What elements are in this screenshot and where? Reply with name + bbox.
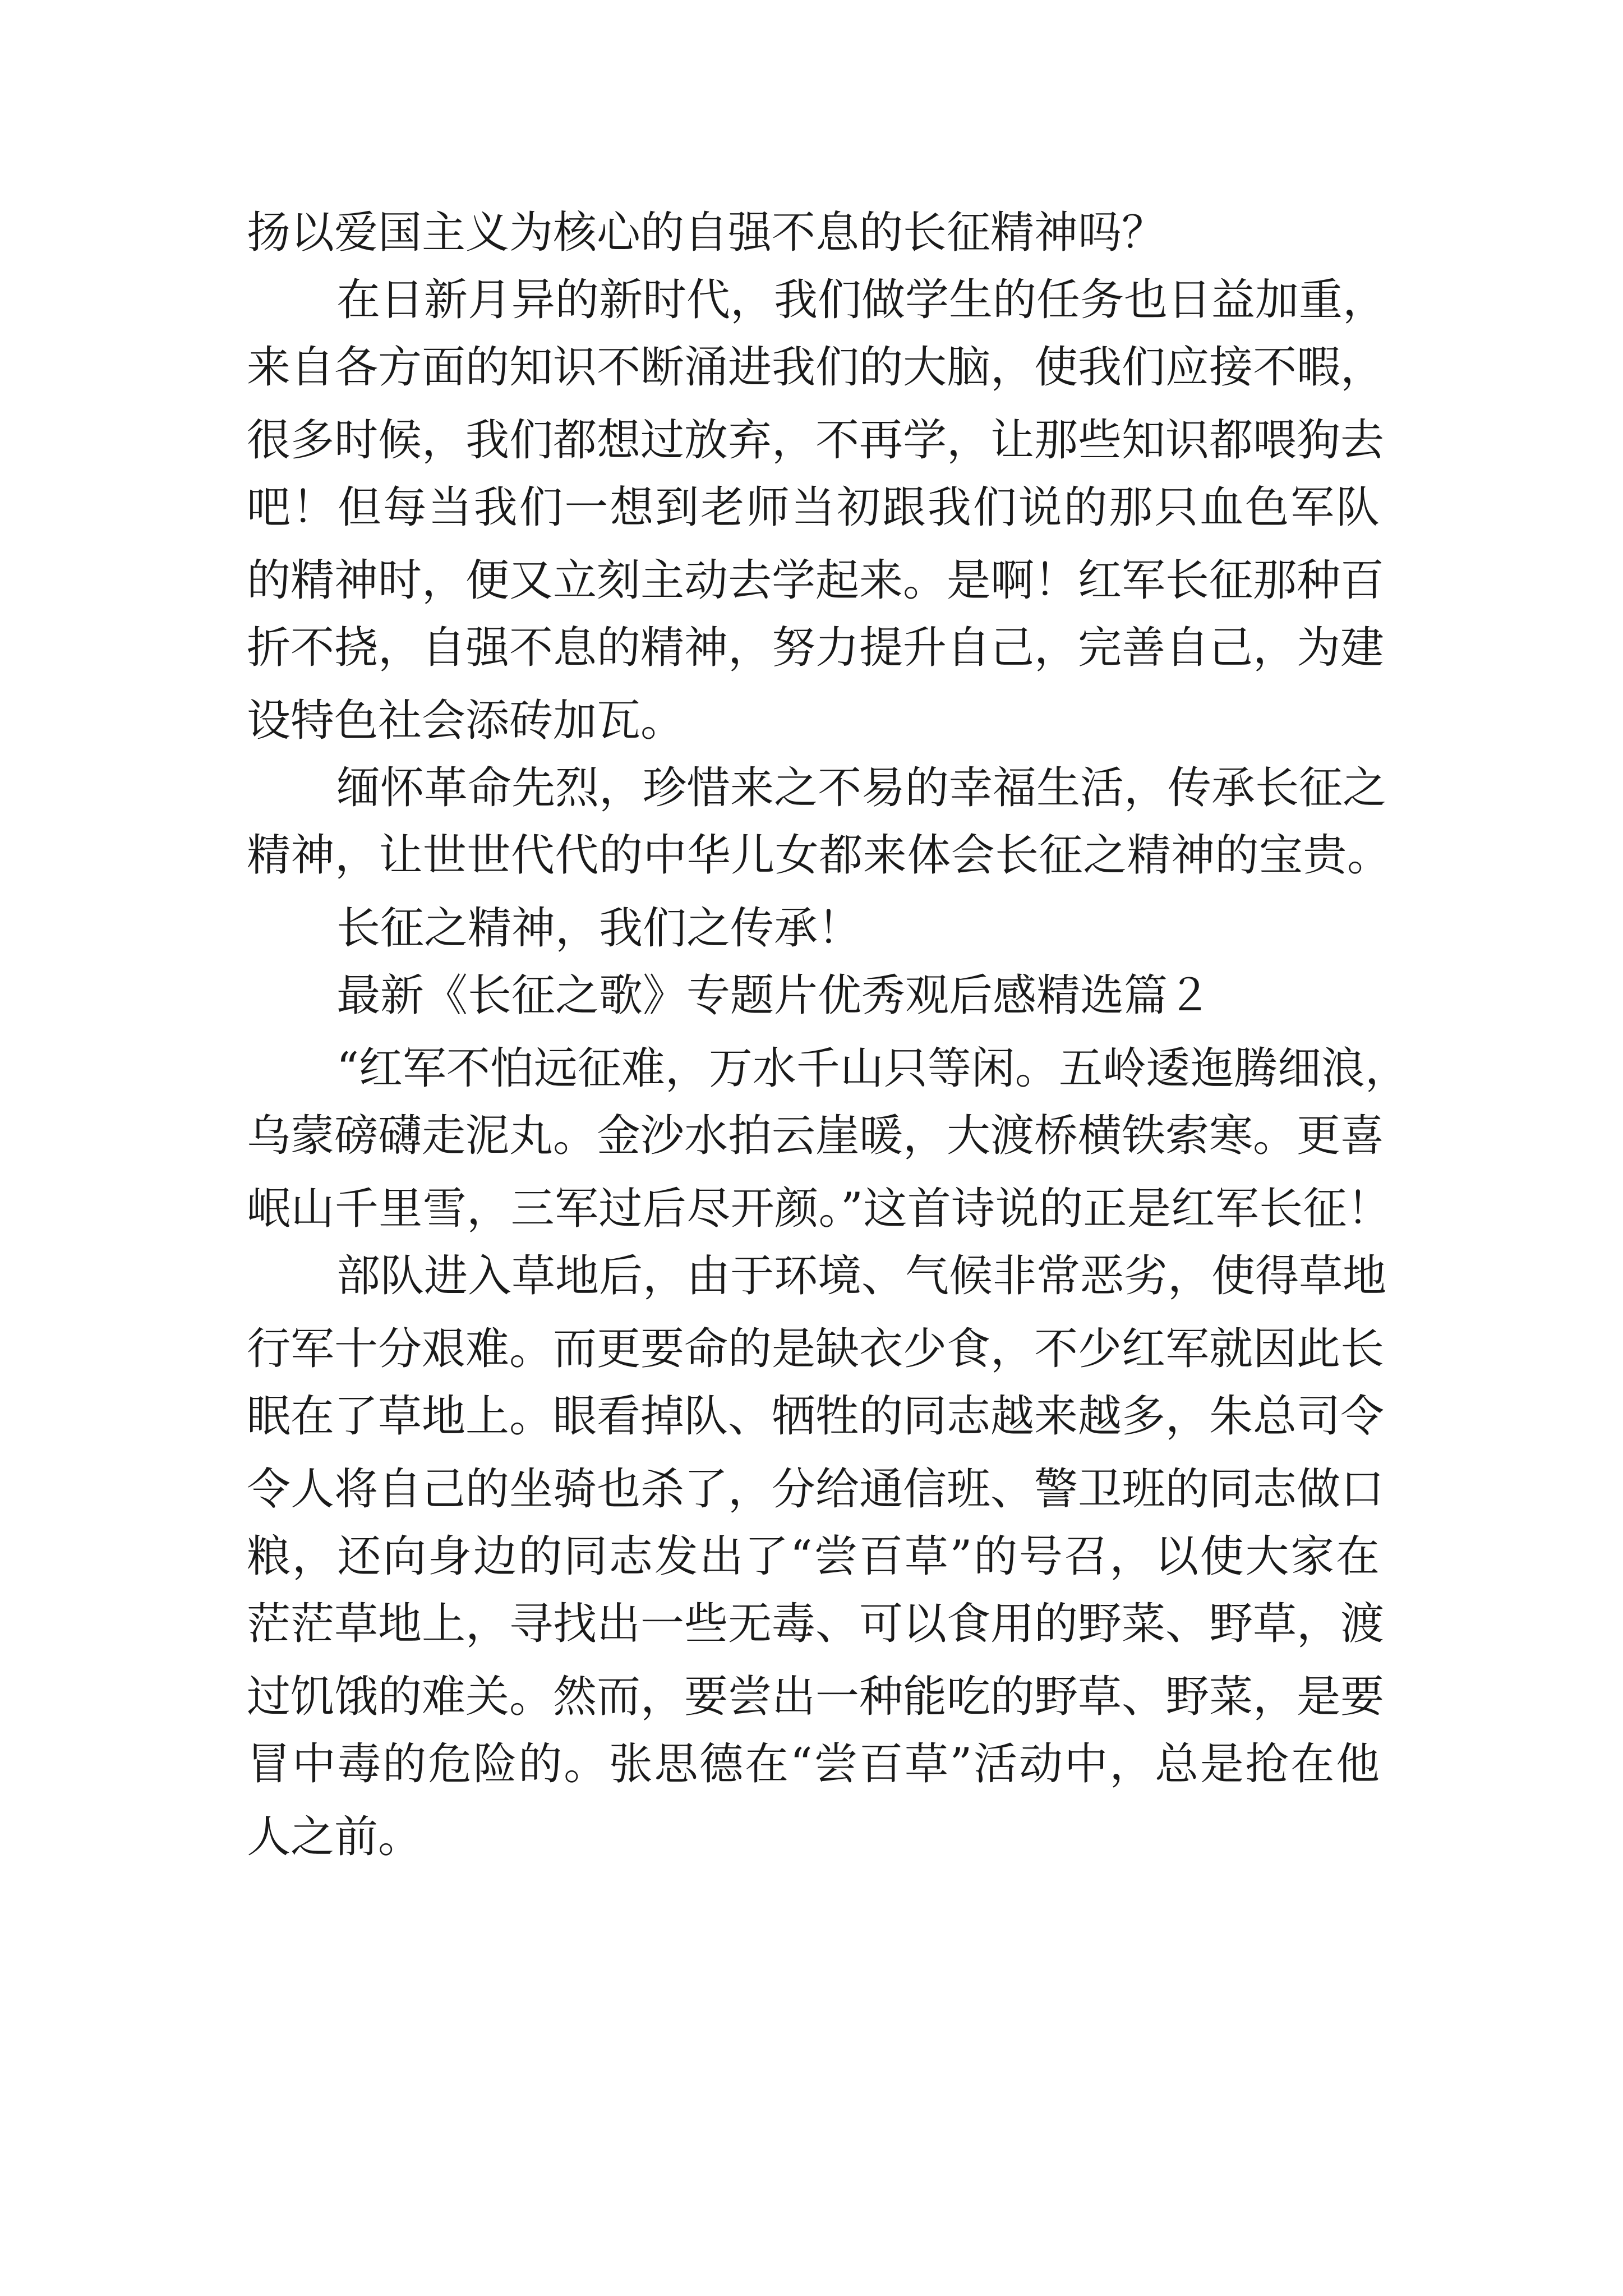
text-line: 部队进入草地后，由于环境、气候非常恶劣，使得草地 — [336, 1251, 1387, 1301]
text-line: 很多时候，我们都想过放弃，不再学，让那些知识都喂狗去 — [247, 415, 1385, 466]
text-line: 令人将自己的坐骑也杀了，分给通信班、警卫班的同志做口 — [247, 1464, 1385, 1515]
text-line: 人之前。 — [247, 1812, 422, 1862]
text-line: 岷山千里雪，三军过后尽开颜。”这首诗说的正是红军长征！ — [247, 1184, 1391, 1234]
text-line: 乌蒙磅礴走泥丸。金沙水拍云崖暖，大渡桥横铁索寒。更喜 — [247, 1111, 1385, 1161]
text-line: 最新《长征之歌》专题片优秀观后感精选篇２ — [336, 970, 1212, 1021]
text-line: 吧！但每当我们一想到老师当初跟我们说的那只血色军队 — [247, 482, 1380, 533]
text-line: 粮，还向身边的同志发出了“尝百草”的号召，以使大家在 — [247, 1531, 1380, 1582]
text-line: 折不挠，自强不息的精神，努力提升自己，完善自己，为建 — [247, 623, 1385, 673]
text-line: 精神，让世世代代的中华儿女都来体会长征之精神的宝贵。 — [247, 830, 1391, 881]
text-line: 在日新月异的新时代，我们做学生的任务也日益加重， — [336, 275, 1387, 325]
text-line: 设特色社会添砖加瓦。 — [247, 696, 685, 746]
text-line: 缅怀革命先烈，珍惜来之不易的幸福生活，传承长征之 — [336, 763, 1387, 813]
text-line: “红军不怕远征难，万水千山只等闲。五岭逶迤腾细浪， — [336, 1043, 1409, 1094]
text-line: 行军十分艰难。而更要命的是缺衣少食，不少红军就因此长 — [247, 1324, 1385, 1374]
text-line: 眠在了草地上。眼看掉队、牺牲的同志越来越多，朱总司令 — [247, 1391, 1385, 1442]
text-line: 来自各方面的知识不断涌进我们的大脑，使我们应接不暇， — [247, 342, 1385, 393]
text-line: 过饥饿的难关。然而，要尝出一种能吃的野草、野菜，是要 — [247, 1672, 1385, 1722]
text-line: 扬以爱国主义为核心的自强不息的长征精神吗？ — [247, 208, 1166, 258]
text-line: 长征之精神，我们之传承！ — [336, 903, 862, 954]
text-line: 的精神时，便又立刻主动去学起来。是啊！红军长征那种百 — [247, 555, 1385, 606]
text-line: 冒中毒的危险的。张思德在“尝百草”活动中，总是抢在他 — [247, 1739, 1380, 1789]
text-line: 茫茫草地上，寻找出一些无毒、可以食用的野菜、野草，渡 — [247, 1599, 1385, 1649]
